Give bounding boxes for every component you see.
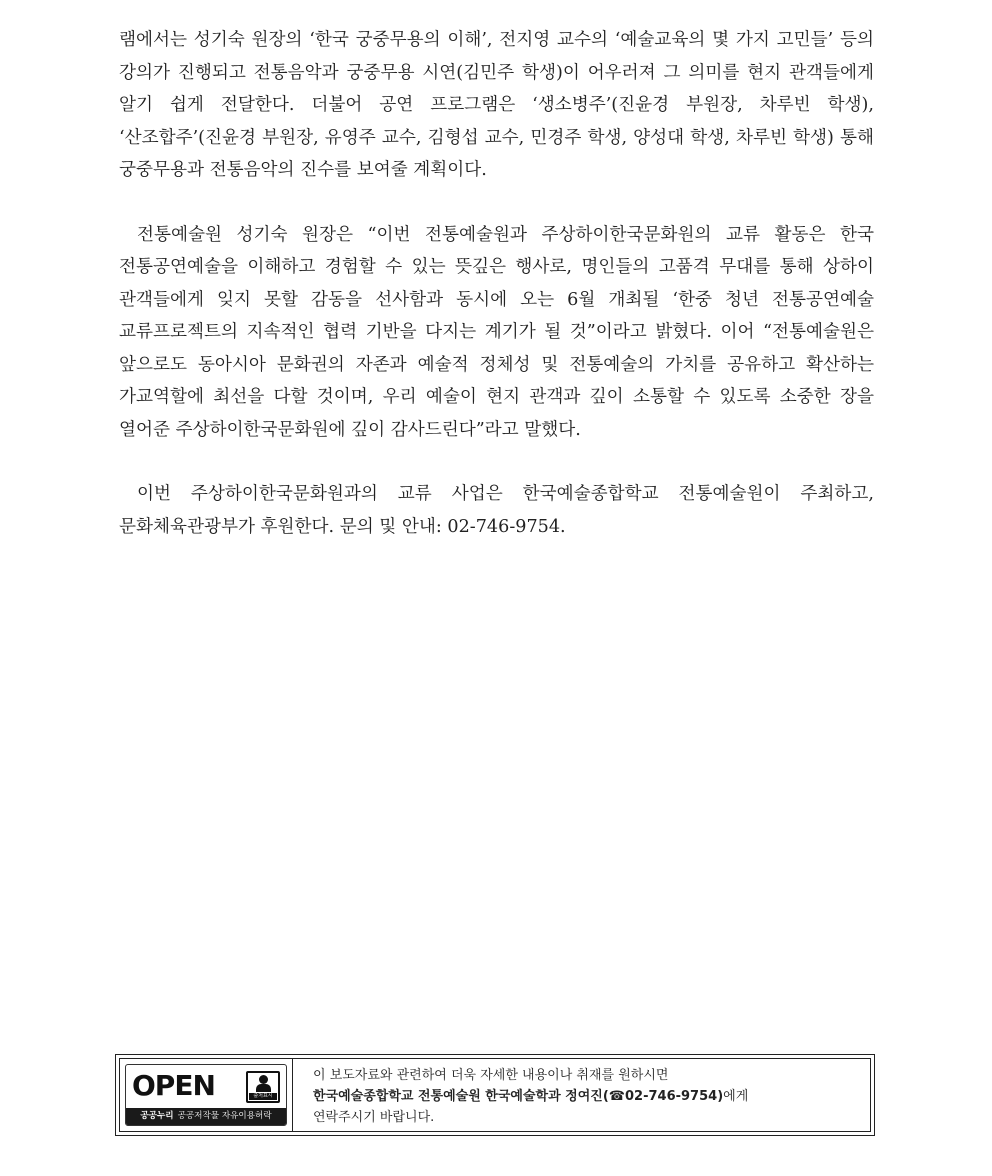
- kogl-open-logo: [125, 1064, 287, 1126]
- contact-footer: [115, 1054, 875, 1136]
- logo-cell: [120, 1059, 293, 1131]
- contact-person: 한국예술종합학교 전통예술원 한국예술학과 정여진(☎02-746-9754): [313, 1089, 724, 1104]
- logo-bar-title: 공공누리: [140, 1111, 174, 1121]
- attribution-person-icon: [246, 1071, 280, 1103]
- contact-line-1: 이 보도자료와 관련하여 더욱 자세한 내용이나 취재를 원하시면: [313, 1068, 669, 1083]
- logo-bar: [126, 1108, 286, 1125]
- logo-bar-text: 공공저작물 자유이용허락: [177, 1111, 272, 1121]
- paragraph-sponsors: 이번 주상하이한국문화원과의 교류 사업은 한국예술종합학교 전통예술원이 주최하고, 문화체육관광부가 후원한다. 문의 및 안내: 02-746-9754.: [119, 484, 874, 537]
- contact-line-2-rest: 에게: [723, 1089, 749, 1104]
- paragraph-program: 램에서는 성기숙 원장의 ‘한국 궁중무용의 이해’, 전지영 교수의 ‘예술교육의 몇 가지 고민들’ 등의 강의가 진행되고 전통음악과 궁중무용 시연(김민주 학생)이 어우러져 그 의미를 현지 관객들에게 알기 쉽게 전달한다. 더불어 공연 프로그램은 ‘생소병주’(진윤경 부원장, 차루빈 학생), ‘산조합주’(진윤경 부원장, 유영주 교수, 김형섭 교수, 민경주 학생, 양성대 학생, 차루빈 학생) 통해 궁중무용과 전통음악의 진수를 보여줄 계획이다.: [119, 30, 875, 180]
- contact-info: [293, 1059, 870, 1131]
- footer-inner-frame: [119, 1058, 871, 1132]
- contact-line-2: [313, 1086, 870, 1107]
- paragraph-director-quote: 전통예술원 성기숙 원장은 “이번 전통예술원과 주상하이한국문화원의 교류 활동은 한국 전통공연예술을 이해하고 경험할 수 있는 뜻깊은 행사로, 명인들의 고품격 무대를 통해 상하이 관객들에게 잊지 못할 감동을 선사함과 동시에 오는 6월 개최될 ‘한중 청년 전통공연예술 교류프로젝트의 지속적인 협력 기반을 다지는 계기가 될 것”이라고 밝혔다. 이어 “전통예술원은 앞으로도 동아시아 문화권의 자존과 예술적 정체성 및 전통예술의 가치를 공유하고 확산하는 가교역할에 최선을 다할 것이며, 우리 예술이 현지 관객과 깊이 소통할 수 있도록 소중한 장을 열어준 주상하이한국문화원에 깊이 감사드린다”라고 말했다.: [119, 224, 874, 440]
- contact-line-3: 연락주시기 바랍니다.: [313, 1110, 435, 1125]
- logo-brand-text: OPEN: [132, 1069, 215, 1102]
- badge-caption: 출처표시: [249, 1093, 277, 1100]
- article-body: [119, 24, 874, 543]
